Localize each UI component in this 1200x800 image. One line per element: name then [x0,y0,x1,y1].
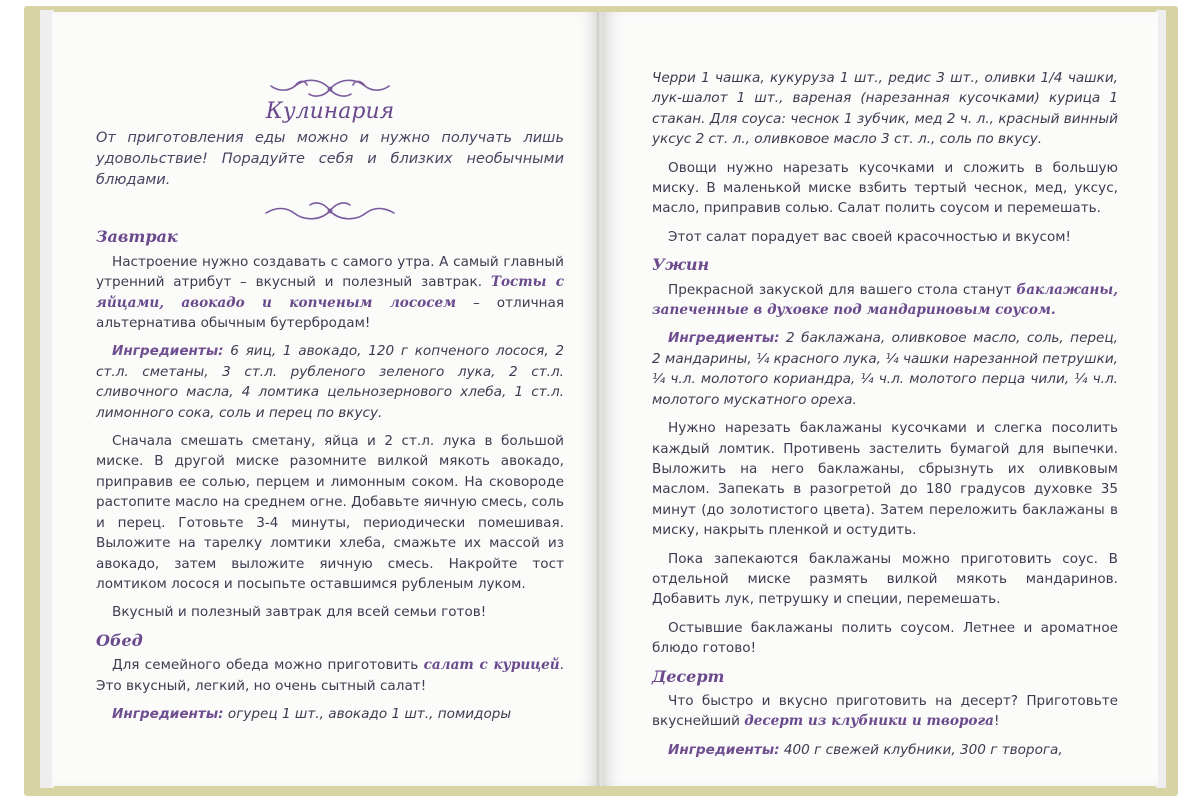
dinner-intro [652,280,1118,321]
breakfast-intro-text: Настроение нужно создавать с самого утра. А самый главный утренний атрибут – вкусный и полезный завтрак. [96,253,564,291]
breakfast-method: Сначала смешать сметану, яйца и 2 ст.л. лука в большой миске. В другой миске разомните вилкой мякоть авокадо, приправив ее солью, перцем и лимонным соком. На сковороде растопите масло на среднем огне. Добавьте яичную смесь, соль и перец. Готовьте 3-4 минуты, периодически помешивая. Выложите на тарелку ломтики хлеба, смажьте их массой из авокадо, затем выложите яичную смесь. Накройте тост ломтиком лосося и посыпьте оставшимся рубленым луком. [96,433,564,592]
lunch-ingredients-text: огурец 1 шт., авокадо 1 шт., помидоры [227,705,512,722]
dinner-closing: Остывшие баклажаны полить соусом. Летнее и ароматное блюдо готово! [652,619,1118,657]
breakfast-intro-tail: – отличная альтернатива обычным бутербродам! [96,294,564,332]
lunch-dish-name: салат с курицей [423,657,560,674]
dinner-dish-name: баклажаны, запеченные в духовке под мандариновым соусом. [652,281,1118,319]
bottom-flourish-ornament [260,199,400,223]
dinner-method-1: Нужно нарезать баклажаны кусочками и слегка посолить каждый ломтик. Противень застелить бумагой для выпечки. Выложить на него баклажаны, сбрызнуть их оливковым маслом. Запекать в разогретой до 180 градусов духовке 35 минут (до золотистого цвета). Затем переложить баклажаны в миску, накрыть пленкой и остудить. [652,420,1118,539]
dinner-method-2: Пока запекаются баклажаны можно приготовить соус. В отдельной миске размять вилкой мякоть мандаринов. Добавить лук, петрушку и специи, перемешать. [652,550,1118,608]
breakfast-intro [96,252,564,334]
left-page [52,12,600,786]
breakfast-dish-name: Тосты с яйцами, авокадо и копченым лососем [96,274,564,311]
dessert-intro-tail: ! [993,713,1000,730]
dinner-ingredients [652,328,1118,410]
dessert-ingredients [652,740,1118,760]
dessert-heading: Десерт [652,666,725,686]
dessert-dish-name: десерт из клубники и творога [744,713,994,730]
right-page [602,12,1158,786]
dessert-ingredients-label: Ингредиенты: [668,741,780,758]
dinner-heading: Ужин [652,255,710,275]
breakfast-ingredients-text: 6 яиц, 1 авокадо, 120 г копченого лосося, 2 ст.л. сметаны, 3 ст.л. рубленого зеленого лука, 2 ст.л. сливочного масла, 4 ломтика цельнозернового хлеба, 1 ст.л. лимонного сока, соль и перец по вкусу. [96,343,565,421]
breakfast-closing: Вкусный и полезный завтрак для всей семьи готов! [112,604,487,621]
dessert-ingredients-text: 400 г свежей клубники, 300 г творога, [783,741,1063,758]
lunch-ingredients-label: Ингредиенты: [112,705,224,722]
lunch-ingredients [96,704,564,724]
breakfast-ingredients-label: Ингредиенты: [112,343,224,360]
lunch-intro-text: Для семейного обеда можно приготовить [112,657,419,674]
lunch-heading: Обед [96,630,143,650]
dessert-intro [652,691,1118,732]
lunch-method: Овощи нужно нарезать кусочками и сложить в большую миску. В маленькой миске взбить тертый чеснок, мед, уксус, масло, приправив солью. Салат полить соусом и перемешать. [652,159,1118,217]
dinner-ingredients-text: 2 баклажана, оливковое масло, соль, перец, 2 мандарины, ¼ красного лука, ¼ чашки нарезанной петрушки, ¼ ч.л. молотого кориандра, ¼ ч.л. молотого перца чили, ¼ ч.л. молотого мускатного ореха. [652,330,1118,408]
breakfast-ingredients [96,341,564,423]
lunch-intro-tail: . Это вкусный, легкий, но очень сытный салат! [96,657,564,694]
intro-text: От приготовления еды можно и нужно получать лишь удовольствие! Порадуйте себя и близких необычными блюдами. [96,130,564,189]
dinner-ingredients-label: Ингредиенты: [668,330,780,347]
lunch-intro [96,655,564,696]
page-title: Кулинария [265,99,395,124]
lunch-ingredients-continued: Черри 1 чашка, кукуруза 1 шт., редис 3 шт., оливки 1/4 чашки, лук-шалот 1 шт., вареная (нарезанная кусочками) курица 1 стакан. Для соуса: чеснок 1 зубчик, мед 2 ч. л., красный винный уксус 2 ст. л., оливковое масло 3 ст. л., соль по вкусу. [652,70,1118,148]
dessert-intro-text: Что быстро и вкусно приготовить на десерт? Приготовьте вкуснейший [652,692,1118,730]
breakfast-heading: Завтрак [96,227,178,247]
dinner-intro-text: Прекрасной закуской для вашего стола станут [668,281,1012,298]
lunch-closing: Этот салат порадует вас своей красочностью и вкусом! [668,228,1071,245]
